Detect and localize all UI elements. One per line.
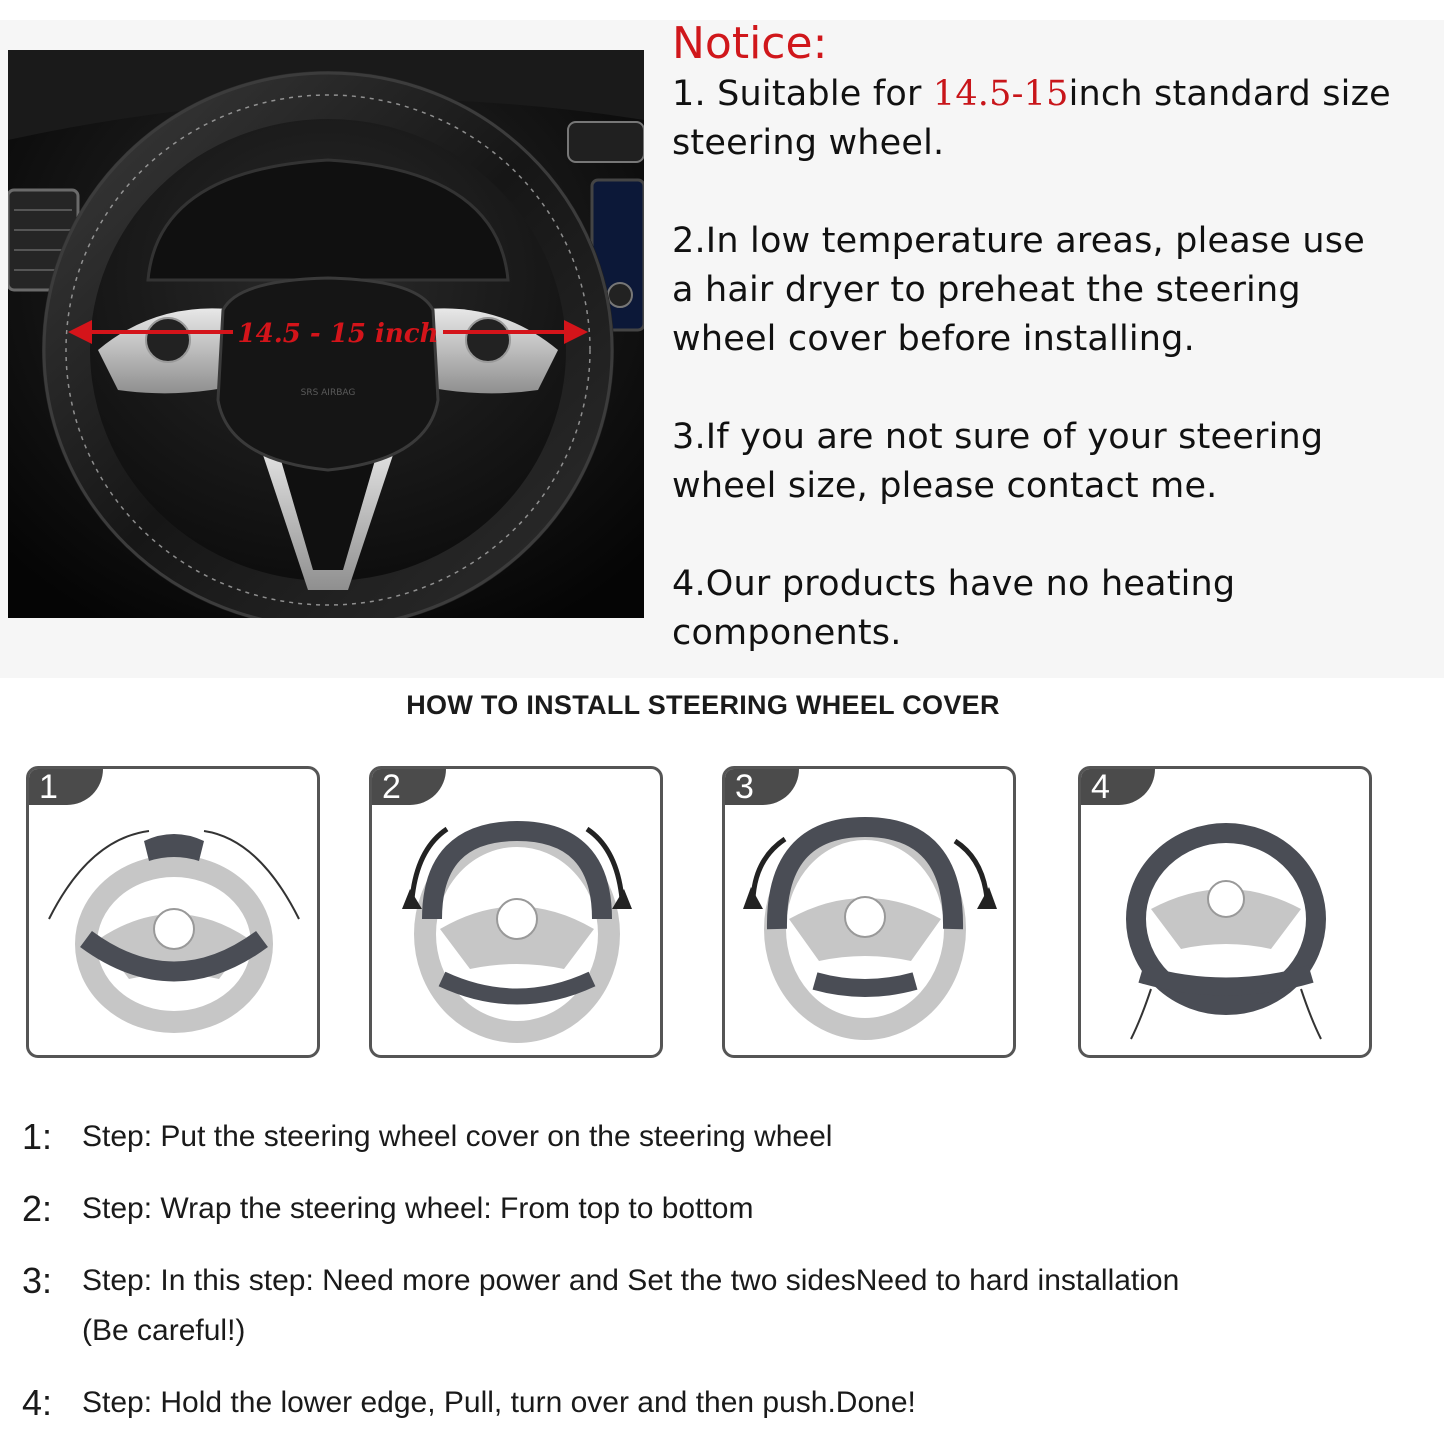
step-2-illustration [372,769,663,1058]
step-number: 2: [22,1188,53,1229]
step-item-1 [22,1112,1422,1162]
step-text: Step: Hold the lower edge, Pull, turn over and then push.Done! [82,1386,916,1419]
step-4-illustration [1081,769,1372,1058]
panel-number-3: 3 [725,769,799,805]
panel-number-1: 1 [29,769,103,805]
step-item-4 [22,1378,1422,1428]
step-number: 4: [22,1382,53,1423]
product-photo [8,50,644,618]
step-item-2 [22,1184,1422,1234]
notice-item-1 [672,70,1442,168]
install-steps-list [22,1112,1422,1428]
panel-number-2: 2 [372,769,446,805]
step-number: 3: [22,1260,53,1301]
install-panel-3 [722,766,1016,1058]
install-panel-1 [26,766,320,1058]
step-3-illustration [725,769,1016,1058]
measure-label: 14.5 - 15 inch [237,319,439,349]
notice-item-4: 4.Our products have no heating components. [672,564,1236,653]
airbag-label: SRS AIRBAG [300,388,356,398]
steering-wheel-photo [8,50,644,618]
notice-item-1-post: inch standard size steering wheel. [672,74,1391,163]
notice-section [672,18,1442,707]
notice-item-2: 2.In low temperature areas, please use a hair dryer to preheat the steering wheel cover before installing. [672,221,1365,359]
step-1-illustration [29,769,320,1058]
notice-title: Notice: [672,18,828,69]
step-text: Step: In this step: Need more power and Set the two sidesNeed to hard installation (Be careful!) [82,1264,1180,1347]
step-text: Step: Wrap the steering wheel: From top to bottom [82,1192,754,1225]
panel-number-4: 4 [1081,769,1155,805]
step-item-3 [22,1256,1422,1356]
step-text: Step: Put the steering wheel cover on the steering wheel [82,1120,833,1153]
notice-item-1-pre: 1. Suitable for [672,74,933,114]
install-panel-2 [369,766,663,1058]
install-title: HOW TO INSTALL STEERING WHEEL COVER [406,690,1000,720]
notice-item-3: 3.If you are not sure of your steering wheel size, please contact me. [672,417,1324,506]
step-number: 1: [22,1116,53,1157]
install-panel-4 [1078,766,1372,1058]
notice-size-highlight: 14.5-15 [932,74,1069,114]
